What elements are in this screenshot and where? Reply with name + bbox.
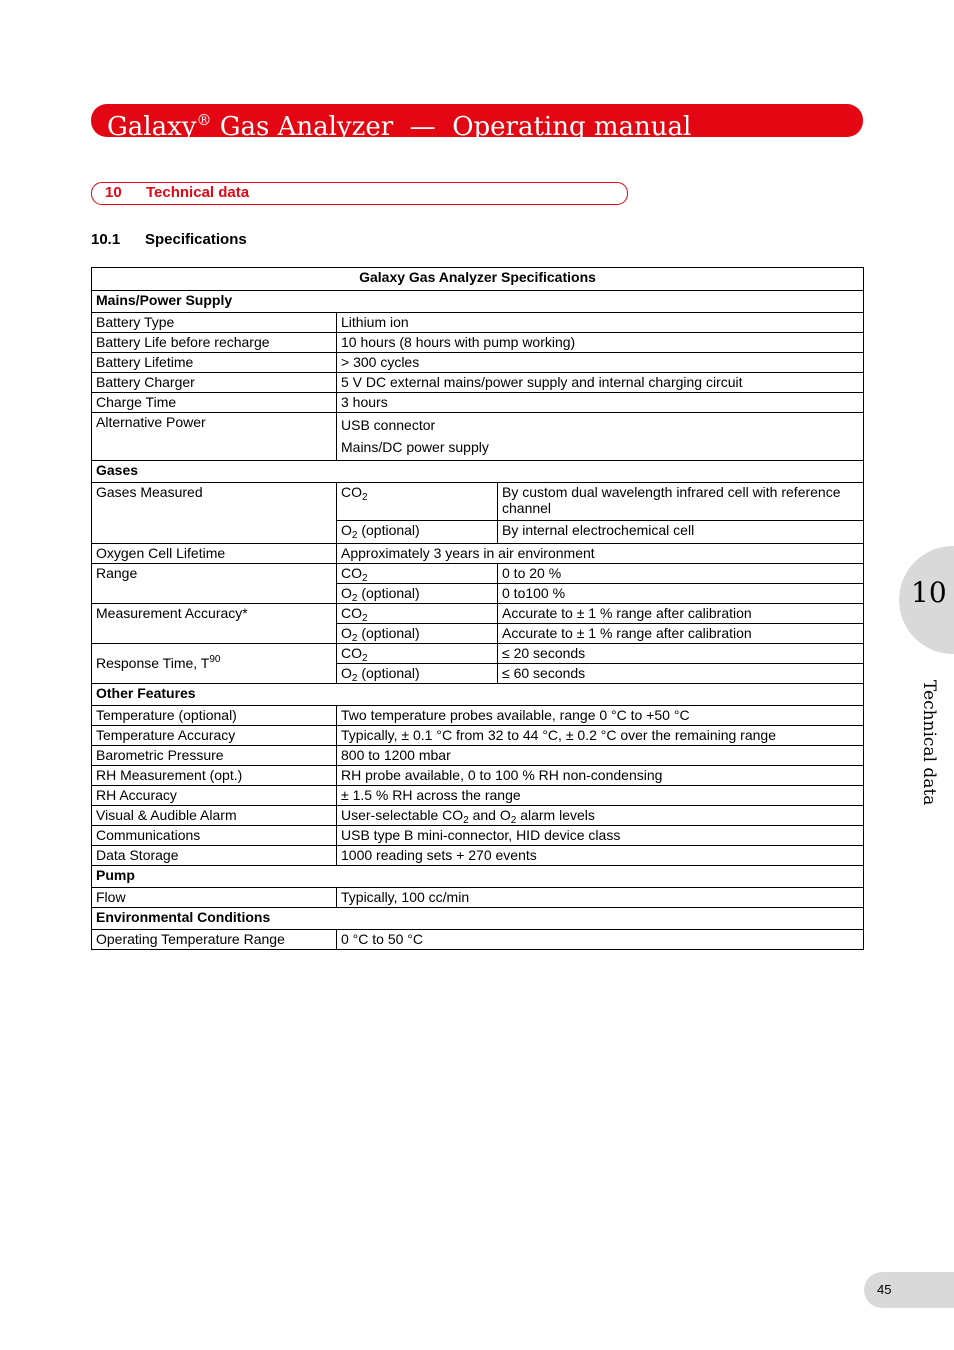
page-number: 45 (877, 1282, 892, 1297)
chapter-heading (91, 182, 628, 205)
table-row (92, 644, 864, 664)
group-row (92, 908, 864, 930)
chapter-side-tab (899, 546, 954, 654)
header-banner (91, 104, 863, 142)
row-value: RH probe available, 0 to 100 % RH non-condensing (337, 766, 864, 786)
row-label: Barometric Pressure (92, 746, 337, 766)
side-tab-label: Technical data (919, 680, 939, 806)
table-row (92, 766, 864, 786)
group-row (92, 291, 864, 313)
gas-o2: $O_2$ (optional) (337, 664, 498, 684)
row-value: Two temperature probes available, range 0 °C to +50 °C (337, 706, 864, 726)
gas-co2: $CO_2$ (337, 604, 498, 624)
row-value: > 300 cycles (337, 353, 864, 373)
row-value: ± 1.5 % RH across the range (337, 786, 864, 806)
table-row (92, 930, 864, 950)
row-value: USB connector Mains/DC power supply (337, 413, 864, 461)
page-number-tab (864, 1272, 954, 1308)
table-row (92, 746, 864, 766)
row-value: Typically, ± 0.1 °C from 32 to 44 °C, ± 0.2 °C over the remaining range (337, 726, 864, 746)
table-row (92, 333, 864, 353)
table-row (92, 353, 864, 373)
row-label: Temperature (optional) (92, 706, 337, 726)
row-label: Response Time, $T^{90}$ (92, 644, 337, 684)
row-label: Battery Lifetime (92, 353, 337, 373)
row-value: Lithium ion (337, 313, 864, 333)
table-row (92, 483, 864, 521)
row-value: Approximately 3 years in air environment (337, 544, 864, 564)
row-label: Gases Measured (92, 483, 337, 544)
section-number: 10.1 (91, 231, 121, 248)
group-row (92, 684, 864, 706)
row-value: 5 V DC external mains/power supply and internal charging circuit (337, 373, 864, 393)
table-row (92, 373, 864, 393)
gas-o2: $O_2$ (optional) (337, 624, 498, 644)
row-value: 800 to 1200 mbar (337, 746, 864, 766)
table-row (92, 564, 864, 584)
side-tab-number: 10 (911, 576, 947, 609)
table-row (92, 726, 864, 746)
row-label: Communications (92, 826, 337, 846)
row-value: 0 °C to 50 °C (337, 930, 864, 950)
row-label: Data Storage (92, 846, 337, 866)
table-row (92, 413, 864, 461)
group-mains: Mains/Power Supply (92, 291, 864, 313)
chapter-title: Technical data (146, 184, 250, 201)
table-row (92, 604, 864, 624)
table-row (92, 846, 864, 866)
row-label: Battery Type (92, 313, 337, 333)
table-row (92, 313, 864, 333)
row-label: Visual & Audible Alarm (92, 806, 337, 826)
table-row (92, 706, 864, 726)
row-value: User-selectable $CO_2$ and $O_2$ alarm levels (337, 806, 864, 826)
group-row (92, 461, 864, 483)
row-value: 0 to100 % (498, 584, 864, 604)
row-label: Range (92, 564, 337, 604)
row-value: Typically, 100 cc/min (337, 888, 864, 908)
row-value: USB type B mini-connector, HID device class (337, 826, 864, 846)
row-label: Oxygen Cell Lifetime (92, 544, 337, 564)
table-caption: Galaxy Gas Analyzer Specifications (92, 268, 864, 291)
row-label: Battery Life before recharge (92, 333, 337, 353)
specifications-table (91, 267, 864, 950)
table-row (92, 806, 864, 826)
gas-co2: $CO_2$ (337, 564, 498, 584)
group-row (92, 866, 864, 888)
group-pump: Pump (92, 866, 864, 888)
gas-co2: $CO_2$ (337, 483, 498, 521)
table-row (92, 544, 864, 564)
row-label: Measurement Accuracy* (92, 604, 337, 644)
row-label: Alternative Power (92, 413, 337, 461)
group-environmental: Environmental Conditions (92, 908, 864, 930)
row-value: Accurate to ± 1 % range after calibration (498, 624, 864, 644)
row-value: Accurate to ± 1 % range after calibration (498, 604, 864, 624)
group-gases: Gases (92, 461, 864, 483)
row-value: 0 to 20 % (498, 564, 864, 584)
row-label: RH Measurement (opt.) (92, 766, 337, 786)
gas-co2: $CO_2$ (337, 644, 498, 664)
row-label: RH Accuracy (92, 786, 337, 806)
table-row (92, 786, 864, 806)
row-label: Operating Temperature Range (92, 930, 337, 950)
row-label: Flow (92, 888, 337, 908)
gas-o2: $O_2$ (optional) (337, 521, 498, 544)
row-value: By internal electrochemical cell (498, 521, 864, 544)
table-caption-row (92, 268, 864, 291)
table-row (92, 393, 864, 413)
row-value: 10 hours (8 hours with pump working) (337, 333, 864, 353)
document-title: Galaxy® Gas Analyzer — Operating manual (107, 111, 692, 142)
table-row (92, 888, 864, 908)
row-label: Charge Time (92, 393, 337, 413)
gas-o2: $O_2$ (optional) (337, 584, 498, 604)
table-row (92, 826, 864, 846)
row-value: ≤ 60 seconds (498, 664, 864, 684)
section-title: Specifications (145, 231, 247, 248)
row-label: Battery Charger (92, 373, 337, 393)
chapter-number: 10 (105, 184, 122, 201)
row-label: Temperature Accuracy (92, 726, 337, 746)
row-value: By custom dual wavelength infrared cell with reference channel (498, 483, 864, 521)
row-value: 1000 reading sets + 270 events (337, 846, 864, 866)
row-value: ≤ 20 seconds (498, 644, 864, 664)
row-value: 3 hours (337, 393, 864, 413)
group-other-features: Other Features (92, 684, 864, 706)
